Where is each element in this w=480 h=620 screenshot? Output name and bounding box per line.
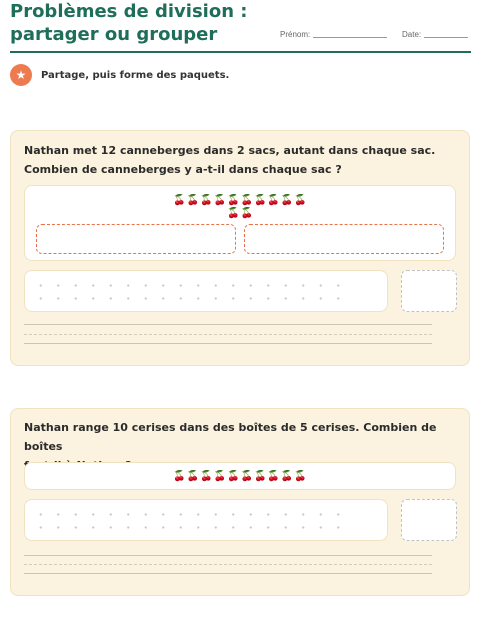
star-icon: ★: [10, 64, 32, 86]
cherry-icon: 🍒: [213, 195, 227, 206]
question-1-line-2: Combien de canneberges y a-t-il dans chaque sac ?: [24, 163, 342, 176]
cherry-icon: 🍒: [227, 195, 240, 206]
name-label: Prénom:: [280, 30, 311, 39]
answer-box-1[interactable]: [401, 270, 457, 312]
header-rule: [10, 51, 471, 53]
cherry-icon: 🍒: [294, 471, 307, 482]
group-box-2[interactable]: [244, 224, 444, 254]
group-box-1[interactable]: [36, 224, 236, 254]
instruction: [10, 64, 229, 86]
answer-box-2[interactable]: [401, 499, 457, 541]
cherry-icon: 🍒: [186, 471, 200, 482]
name-line: [313, 37, 387, 38]
cherry-icon: 🍒: [200, 471, 213, 482]
writing-line: [24, 324, 432, 325]
cherry-icon: 🍒: [267, 471, 280, 482]
dot-grid: [32, 279, 347, 305]
dot-grid: [32, 508, 347, 534]
cherry-icon: 🍒: [173, 195, 186, 206]
fruit-row: [25, 208, 455, 219]
cherry-icon: 🍒: [240, 208, 253, 219]
work-area-2[interactable]: [24, 499, 388, 541]
fruit-panel-2: [24, 462, 456, 490]
question-1-line-1: Nathan met 12 canneberges dans 2 sacs, autant dans chaque sac.: [24, 144, 436, 157]
cherry-icon: 🍒: [253, 195, 267, 206]
cherry-icon: 🍒: [227, 208, 240, 219]
work-area-1[interactable]: [24, 270, 388, 312]
writing-line: [24, 573, 432, 574]
cherry-icon: 🍒: [240, 195, 253, 206]
cherry-icon: 🍒: [267, 195, 280, 206]
fruit-row: [25, 195, 455, 206]
writing-line-guide: [24, 564, 432, 565]
problem-card-2: [10, 408, 470, 596]
cherry-icon: 🍒: [227, 471, 240, 482]
name-field[interactable]: [280, 30, 387, 39]
title-line-2: partager ou grouper: [10, 24, 218, 45]
date-label: Date:: [402, 30, 422, 39]
cherry-icon: 🍒: [294, 195, 307, 206]
title-line-1: Problèmes de division :: [10, 1, 248, 22]
page-title: [10, 0, 248, 46]
question-1: [24, 141, 451, 179]
writing-line: [24, 555, 432, 556]
cherry-icon: 🍒: [240, 471, 253, 482]
instruction-text: Partage, puis forme des paquets.: [41, 69, 230, 81]
writing-line: [24, 343, 432, 344]
problem-card-1: [10, 130, 470, 366]
cherry-icon: 🍒: [173, 471, 186, 482]
date-line: [424, 37, 468, 38]
writing-line-guide: [24, 334, 432, 335]
cherry-icon: 🍒: [280, 195, 294, 206]
cherry-icon: 🍒: [200, 195, 213, 206]
cherry-icon: 🍒: [213, 471, 227, 482]
question-2-line-1: Nathan range 10 cerises dans des boîtes de 5 cerises. Combien de boîtes: [24, 421, 437, 453]
cherry-icon: 🍒: [280, 471, 294, 482]
fruit-row: [25, 471, 455, 482]
fruit-panel-1: [24, 185, 456, 261]
date-field[interactable]: [402, 30, 468, 39]
cherry-icon: 🍒: [186, 195, 200, 206]
cherry-icon: 🍒: [253, 471, 267, 482]
